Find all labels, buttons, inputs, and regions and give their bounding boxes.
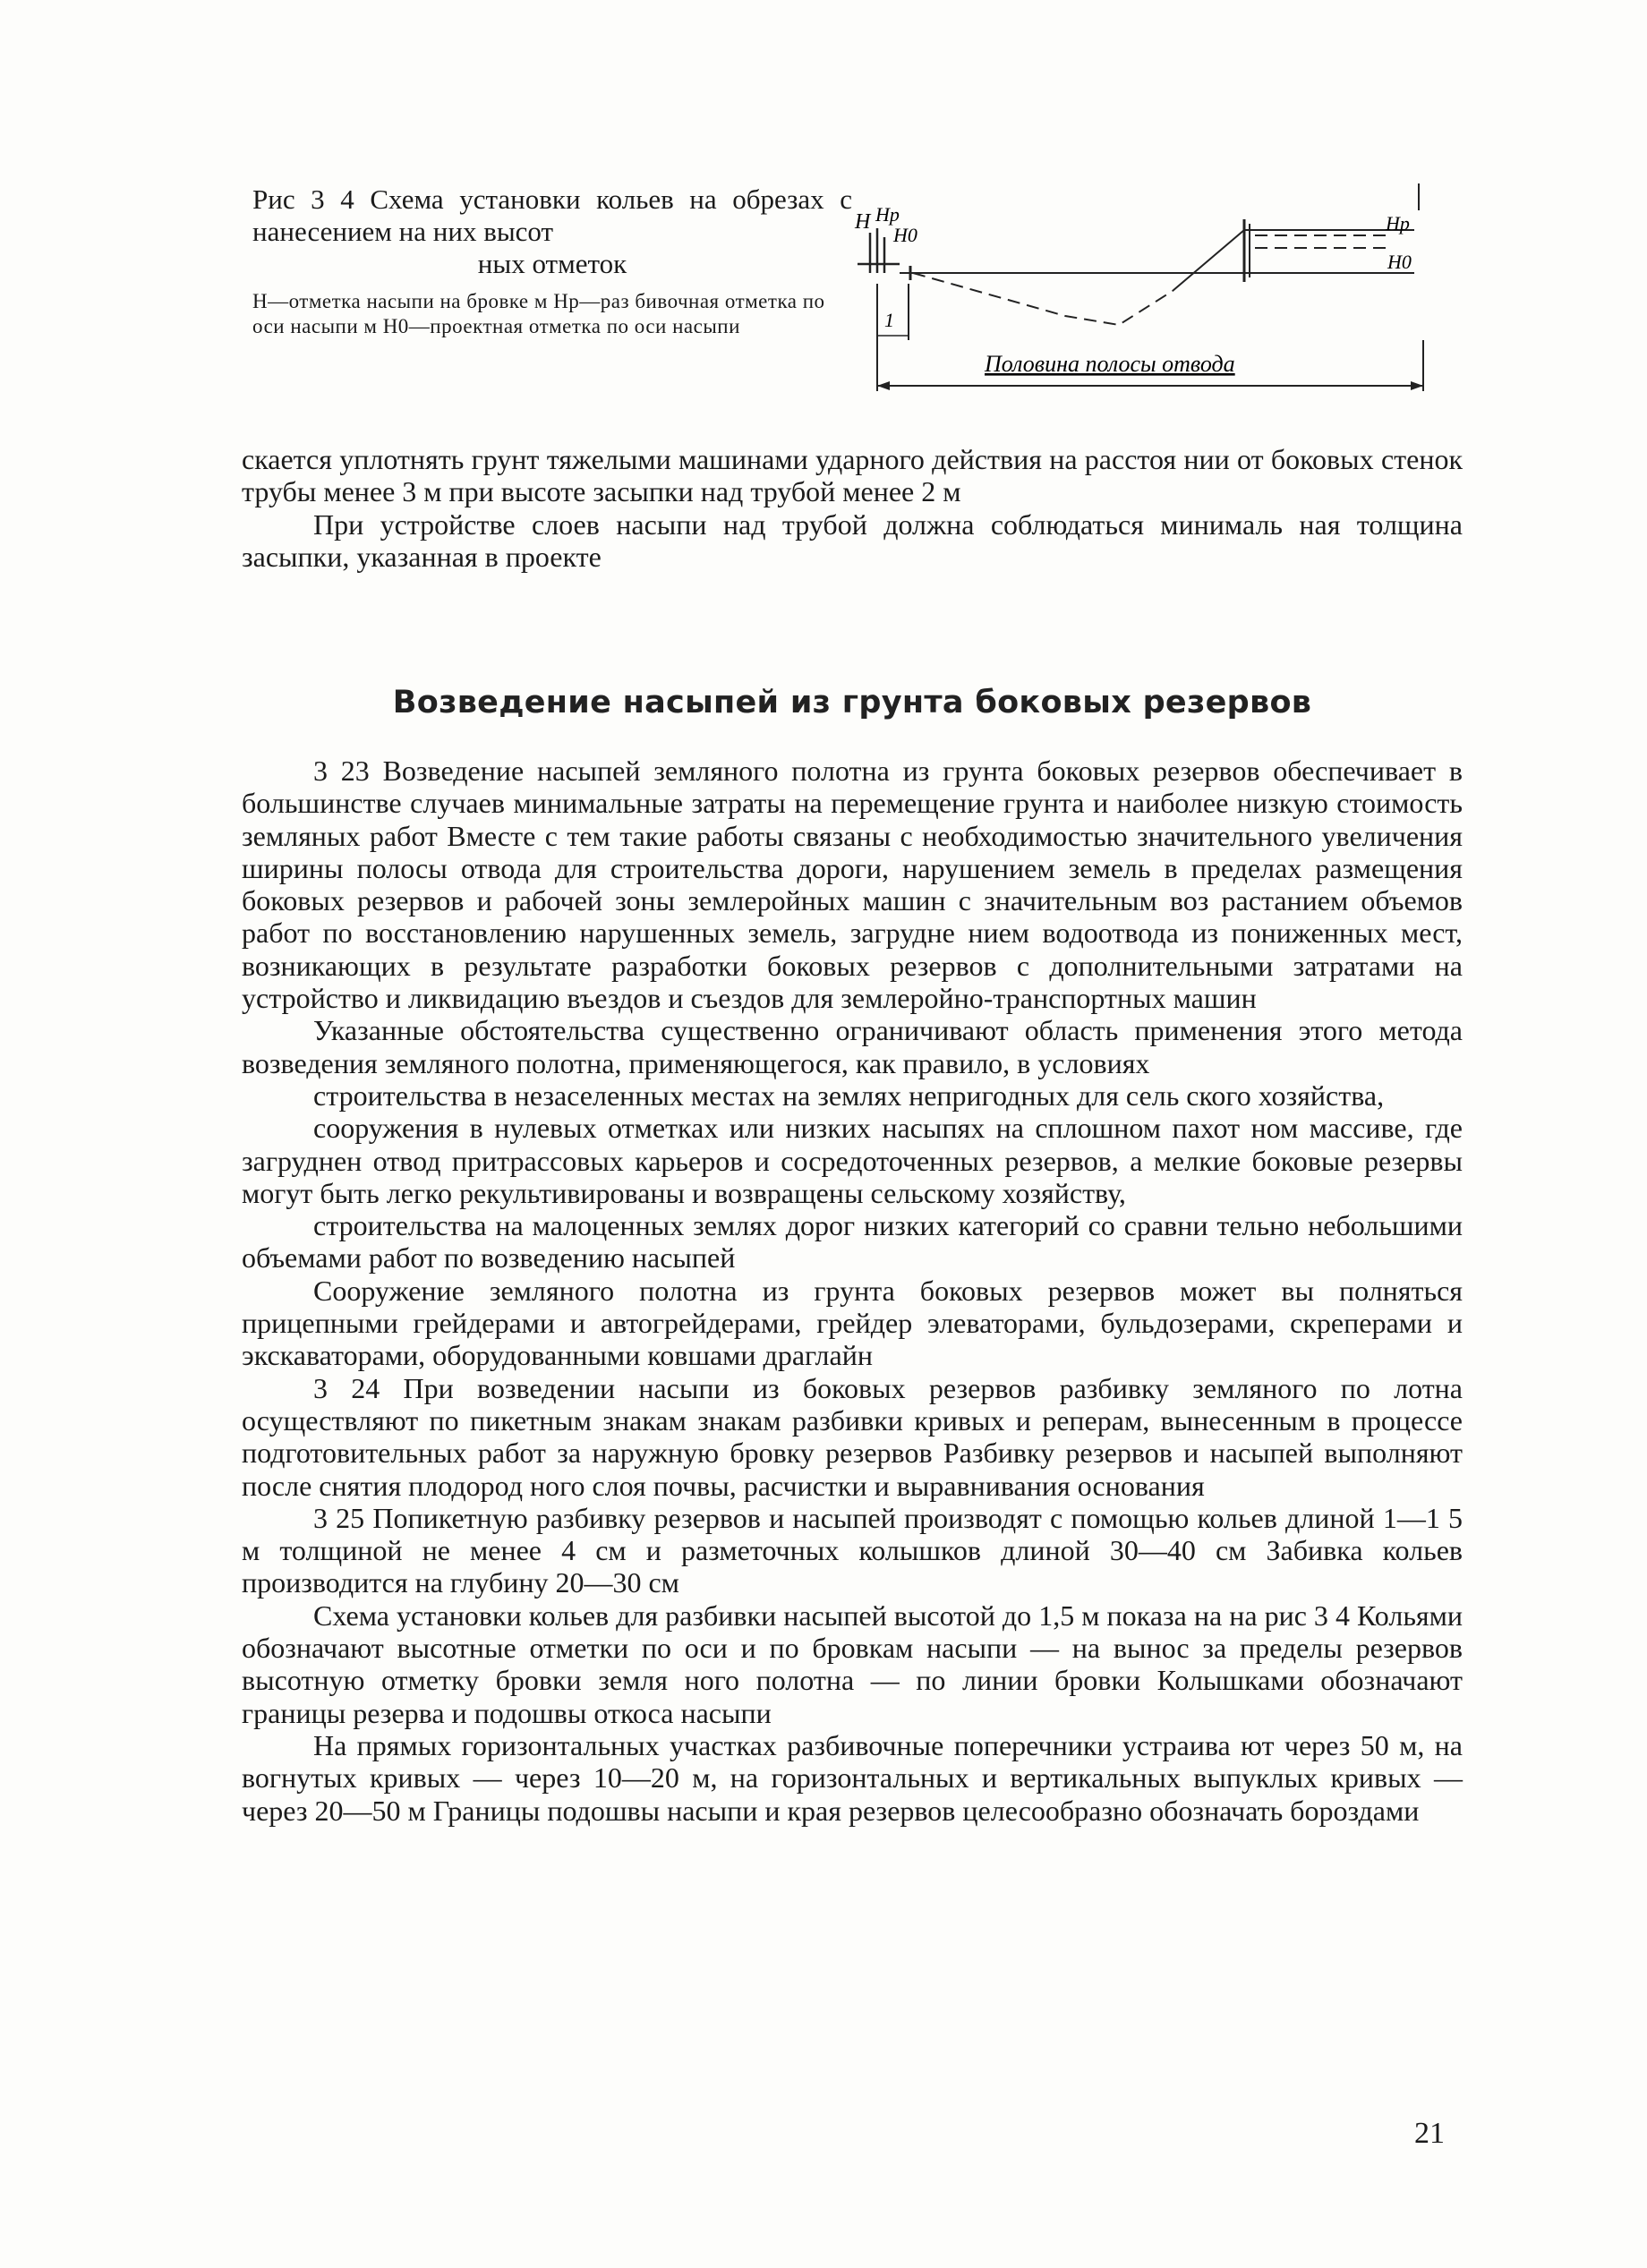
paragraph-condition-1: строительства в незаселенных местах на землях непригодных для сель ского хозяйства, <box>313 1079 1385 1112</box>
paragraph-cross-sections: На прямых горизонтальных участках разбивочные поперечники устраива ют через 50 м, на вогнутых кривых — через 10—20 м, на горизонтальных и вертикальных выпуклых кривых — через 20—50 м Границы подошвы насыпи и края резервов целесообразно обозначать бороздами <box>242 1728 1463 1827</box>
paragraph-machines: Сооружение земляного полотна из грунта боковых резервов может вы полняться прицепными грейдерами и автогрейдерами, грейдер элеваторами, бульдозерами, скреперами и экскаваторами, оборудованными ковшами драглайн <box>242 1274 1463 1372</box>
figure-caption-legend: Н—отметка насыпи на бровке м Нр—раз бивочная отметка по оси насыпи м Н0—проектная отметка по оси насыпи <box>252 290 825 337</box>
paragraph-3-23: 3 23 Возведение насыпей земляного полотна из грунта боковых резервов обеспечивает в большинстве случаев минимальные затраты на перемещение грунта и наиболее низкую стоимость земляных работ Вместе с тем такие работы связаны с необходимостью значительного увеличения ширины полосы отвода для строительства дороги, нарушением земель в пределах размещения боковых резервов и рабочей зоны землеройных машин с значительным воз растанием объемов работ по восстановлению нарушенных земель, загрудне нием водоотвода из пониженных мест, возникающих в результате разработки боковых резервов с дополнительными затратами на устройство и ликвидацию въездов и съездов для землеройно-транспортных машин <box>242 755 1463 1015</box>
caption-title-text: Рис 3 4 Схема установки кольев на обрезах с нанесением на них высот <box>252 183 852 247</box>
page-number: 21 <box>1414 2117 1445 2150</box>
label-dim: 1 <box>884 309 894 331</box>
paragraph-condition-2: сооружения в нулевых отметках или низких насыпях на сплошном пахот ном массиве, где загруднен отвод притрассовых карьеров и сосредоточенных резервов, а мелкие боковые резервы могут быть легко рекультивированы и возвращены сельскому хозяйству, <box>242 1112 1463 1209</box>
label-half-strip: Половина полосы отвода <box>985 351 1235 377</box>
figure-caption-title <box>252 183 852 280</box>
paragraph-stake-scheme: Схема установки кольев для разбивки насыпей высотой до 1,5 м показа на на рис 3 4 Кольями обозначают высотные отметки по оси и по бровкам насыпи — на вынос за пределы резервов высотную отметку бровки земля ного полотна — по линии бровки Колышками обозначают границы резерва и подошвы откоса насыпи <box>242 1599 1463 1729</box>
continuation-paragraph-2: При устройстве слоев насыпи над трубой должна соблюдаться минималь ная толщина засыпки, указанная в проекте <box>242 507 1463 573</box>
label-left-Hp: Нр <box>875 203 900 226</box>
paragraph-conditions-intro: Указанные обстоятельства существенно ограничивают область применения этого метода возведения земляного полотна, применяющегося, как правило, в условиях <box>242 1014 1463 1079</box>
label-right-Hp: Нр <box>1386 212 1410 234</box>
continuation-text <box>242 443 1463 573</box>
continuation-paragraph-1: скается уплотнять грунт тяжелыми машинами ударного действия на расстоя нии от боковых стенок трубы менее 3 м при высоте засыпки над трубой менее 2 м <box>242 443 1463 508</box>
label-left-H: Н <box>855 210 871 234</box>
label-left-H0: Н0 <box>893 224 917 246</box>
caption-title-end: ных отметок <box>477 248 627 279</box>
paragraph-condition-3: строительства на малоценных землях дорог низких категорий со сравни тельно небольшими объемами работ по возведению насыпей <box>242 1209 1463 1275</box>
stake-layout-diagram <box>850 183 1441 407</box>
main-text <box>242 755 1463 1827</box>
paragraph-3-24: 3 24 При возведении насыпи из боковых резервов разбивку земляного по лотна осуществляют по пикетным знакам знакам разбивки кривых и реперам, вынесенным в процессе подготовительных работ за наружную бровку резервов Разбивку резервов и насыпей выполняют после снятия плодород ного слоя почвы, расчистки и выравнивания основания <box>242 1371 1463 1502</box>
paragraph-3-25: 3 25 Попикетную разбивку резервов и насыпей производят с помощью кольев длиной 1—1 5 м толщиной не менее 4 см и разметочных колышков длиной 30—40 см Забивка кольев производится на глубину 20—30 см <box>242 1501 1463 1599</box>
figure-caption <box>252 183 852 339</box>
section-title: Возведение насыпей из грунта боковых резервов <box>392 685 1312 720</box>
label-right-H0: Н0 <box>1387 251 1412 273</box>
